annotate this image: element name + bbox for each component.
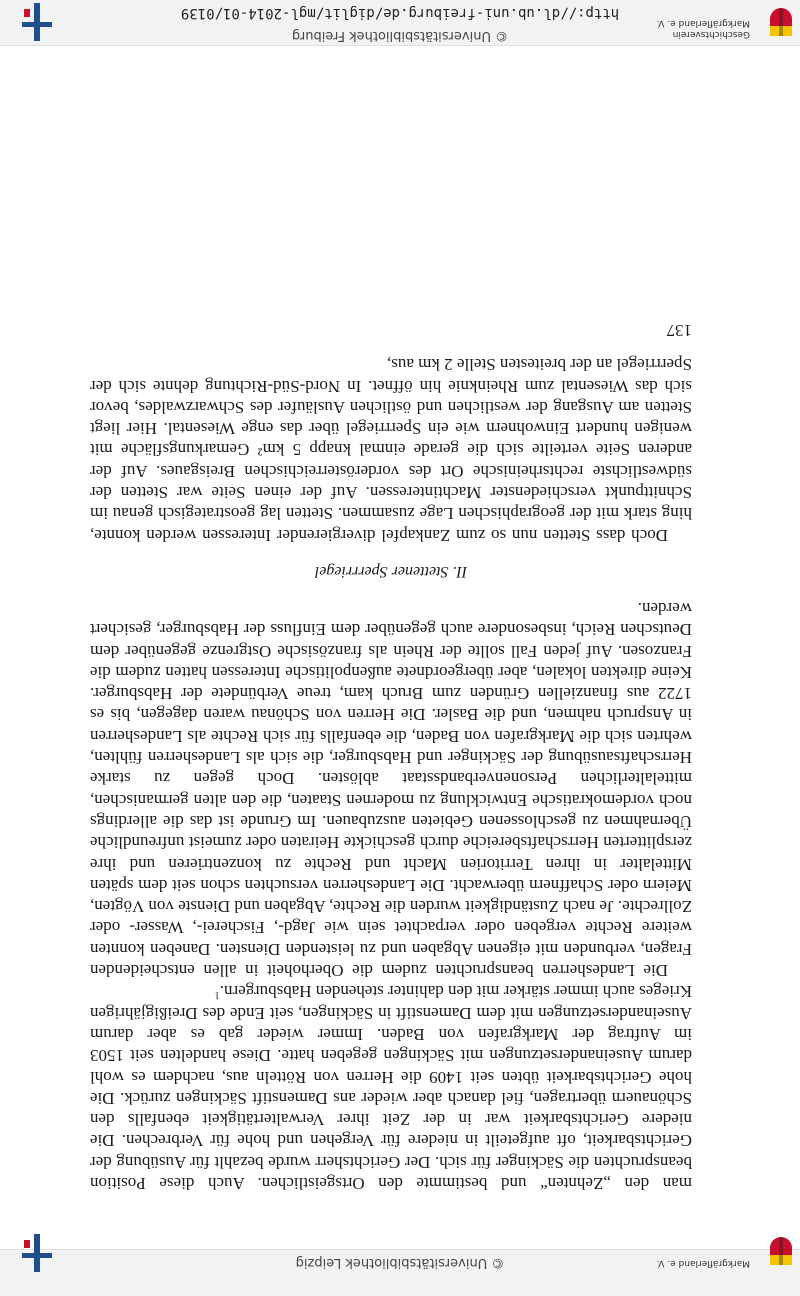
page-content bbox=[90, 320, 692, 1194]
viewer-header-bar bbox=[0, 0, 800, 46]
library-credit: © Universitätsbibliothek Freiburg bbox=[291, 28, 509, 43]
paragraph-1 bbox=[90, 981, 692, 1194]
viewer-footer-bar bbox=[0, 1249, 800, 1296]
library-credit-partial: © Universitätsbibliothek Leipzig bbox=[295, 1255, 505, 1270]
university-logo-icon bbox=[14, 3, 60, 41]
university-logo-icon bbox=[14, 1234, 60, 1272]
paragraph-3: Doch dass Stetten nun so zum Zankapfel divergierender Interessen werden konnte, hing stark mit der geographischen Lage zusammen. Stetten lag geostrategisch genau im Schnittpunkt verschiedenster Machtinteressen. Auf der einen Seite war Stetten der südwestlichste rechtsrheinische Ort des vorderösterreichischen Breisgaues. Auf der anderen Seite verteilte sich die gerade einmal knapp 5 km² Gemarkungsfläche mit wenigen hundert Einwohnern wie ein Sperrriegel über das enge Wiesental. Hier liegt Stetten am Ausgang der westlichen und östlichen Ausläufer des Schwarzwaldes, bevor sich das Wiesental zum Rheinknie hin öffnet. In Nord-Süd-Richtung dehnte sich der Sperrriegel an der breitesten Stelle 2 km aus, bbox=[90, 355, 692, 545]
page-number: 137 bbox=[666, 321, 692, 341]
paragraph-1-text: man den „Zehnten“ und bestimmte den Ortsgeistlichen. Auch diese Position beanspruchten die Säckinger für sich. Der Gerichtsherr wurde bezahlt für Ausübung der Gerichtsbarkeit, oft aufgeteilt in niedere für Vergehen und hohe für Verbrechen. Die niedere Gerichtsbarkeit war in der Zeit ihrer Verwaltertätigkeit ebenfalls den Schönauern übertragen, fiel danach aber wieder ans Damenstift Säckingen zurück. Die hohe Gerichtsbarkeit übten seit 1409 die Herren von Rötteln aus, nachdem es wohl darum Auseinandersetzungen mit Säckingen gegeben hatte. Diese handelten seit 1503 im Auftrag der Markgrafen von Baden. Immer wieder gab es aber darum Auseinandersetzungen mit dem Damenstift in Säckingen, seit Ende des Dreißigjährigen Krieges auch immer stärker mit den dahinter stehenden Habsburgern. bbox=[90, 982, 692, 1193]
org-name: Geschichtsverein Markgräflerland e. V. bbox=[656, 18, 750, 39]
footnote-mark: 1 bbox=[214, 989, 220, 1001]
org-name-partial: Markgräflerland e. V. bbox=[656, 1258, 750, 1268]
paragraph-2: Die Landesherren beanspruchten zudem die Oberhoheit in allen entscheidenden Fragen, verbunden mit eigenen Abgaben und zu leistenden Diensten. Daneben konnten weitere Rechte vergeben oder verpachtet sein wie Jagd-, Fischerei-, Wasser- oder Zollrechte. Je nach Zuständigkeit wurden die Rechte, Abgaben und Dienste von Vögten, Meiern oder Schaffnern überwacht. Die Landesherren versuchten schon seit dem späten Mittelalter in ihren Territorien Macht und Rechte zu konzentrieren und ihre zersplitterten Herrschaftsbereiche durch geschickte Heiraten oder zumeist unfreundliche Übernahmen zu geschlossenen Gebieten auszubauen. Im Grunde ist das die allerdings noch vordemokratische Entwicklung zu modernen Staaten, die den alten germanischen, mittelalterlichen Personenverbandsstaat ablösten. Doch gegen zu starke Herrschaftsausübung der Säckinger und Habsburger, die sich als Landesherren fühlten, wehrten sich die Markgrafen von Baden, die ebenfalls für sich Rechte als Landesherren in Anspruch nahmen, und die Basler. Die Herren von Schönau waren dagegen, bis es 1722 aus finanziellen Gründen zum Bruch kam, treue Verbündete der Habsburger. Keine direkten lokalen, aber übergeordnete außenpolitische Interessen hatten zudem die Franzosen. Auf jeden Fall sollte der Rhein als französische Ostgrenze gegenüber dem Deutschen Reich, insbesondere auch gegenüber dem Einfluss der Habsburger, gesichert werden. bbox=[90, 598, 692, 981]
document-url[interactable]: http://dl.ub.uni-freiburg.de/diglit/mgl-2014-01/0139 bbox=[180, 5, 620, 21]
section-heading: II. Stettener Sperrriegel bbox=[314, 562, 468, 580]
